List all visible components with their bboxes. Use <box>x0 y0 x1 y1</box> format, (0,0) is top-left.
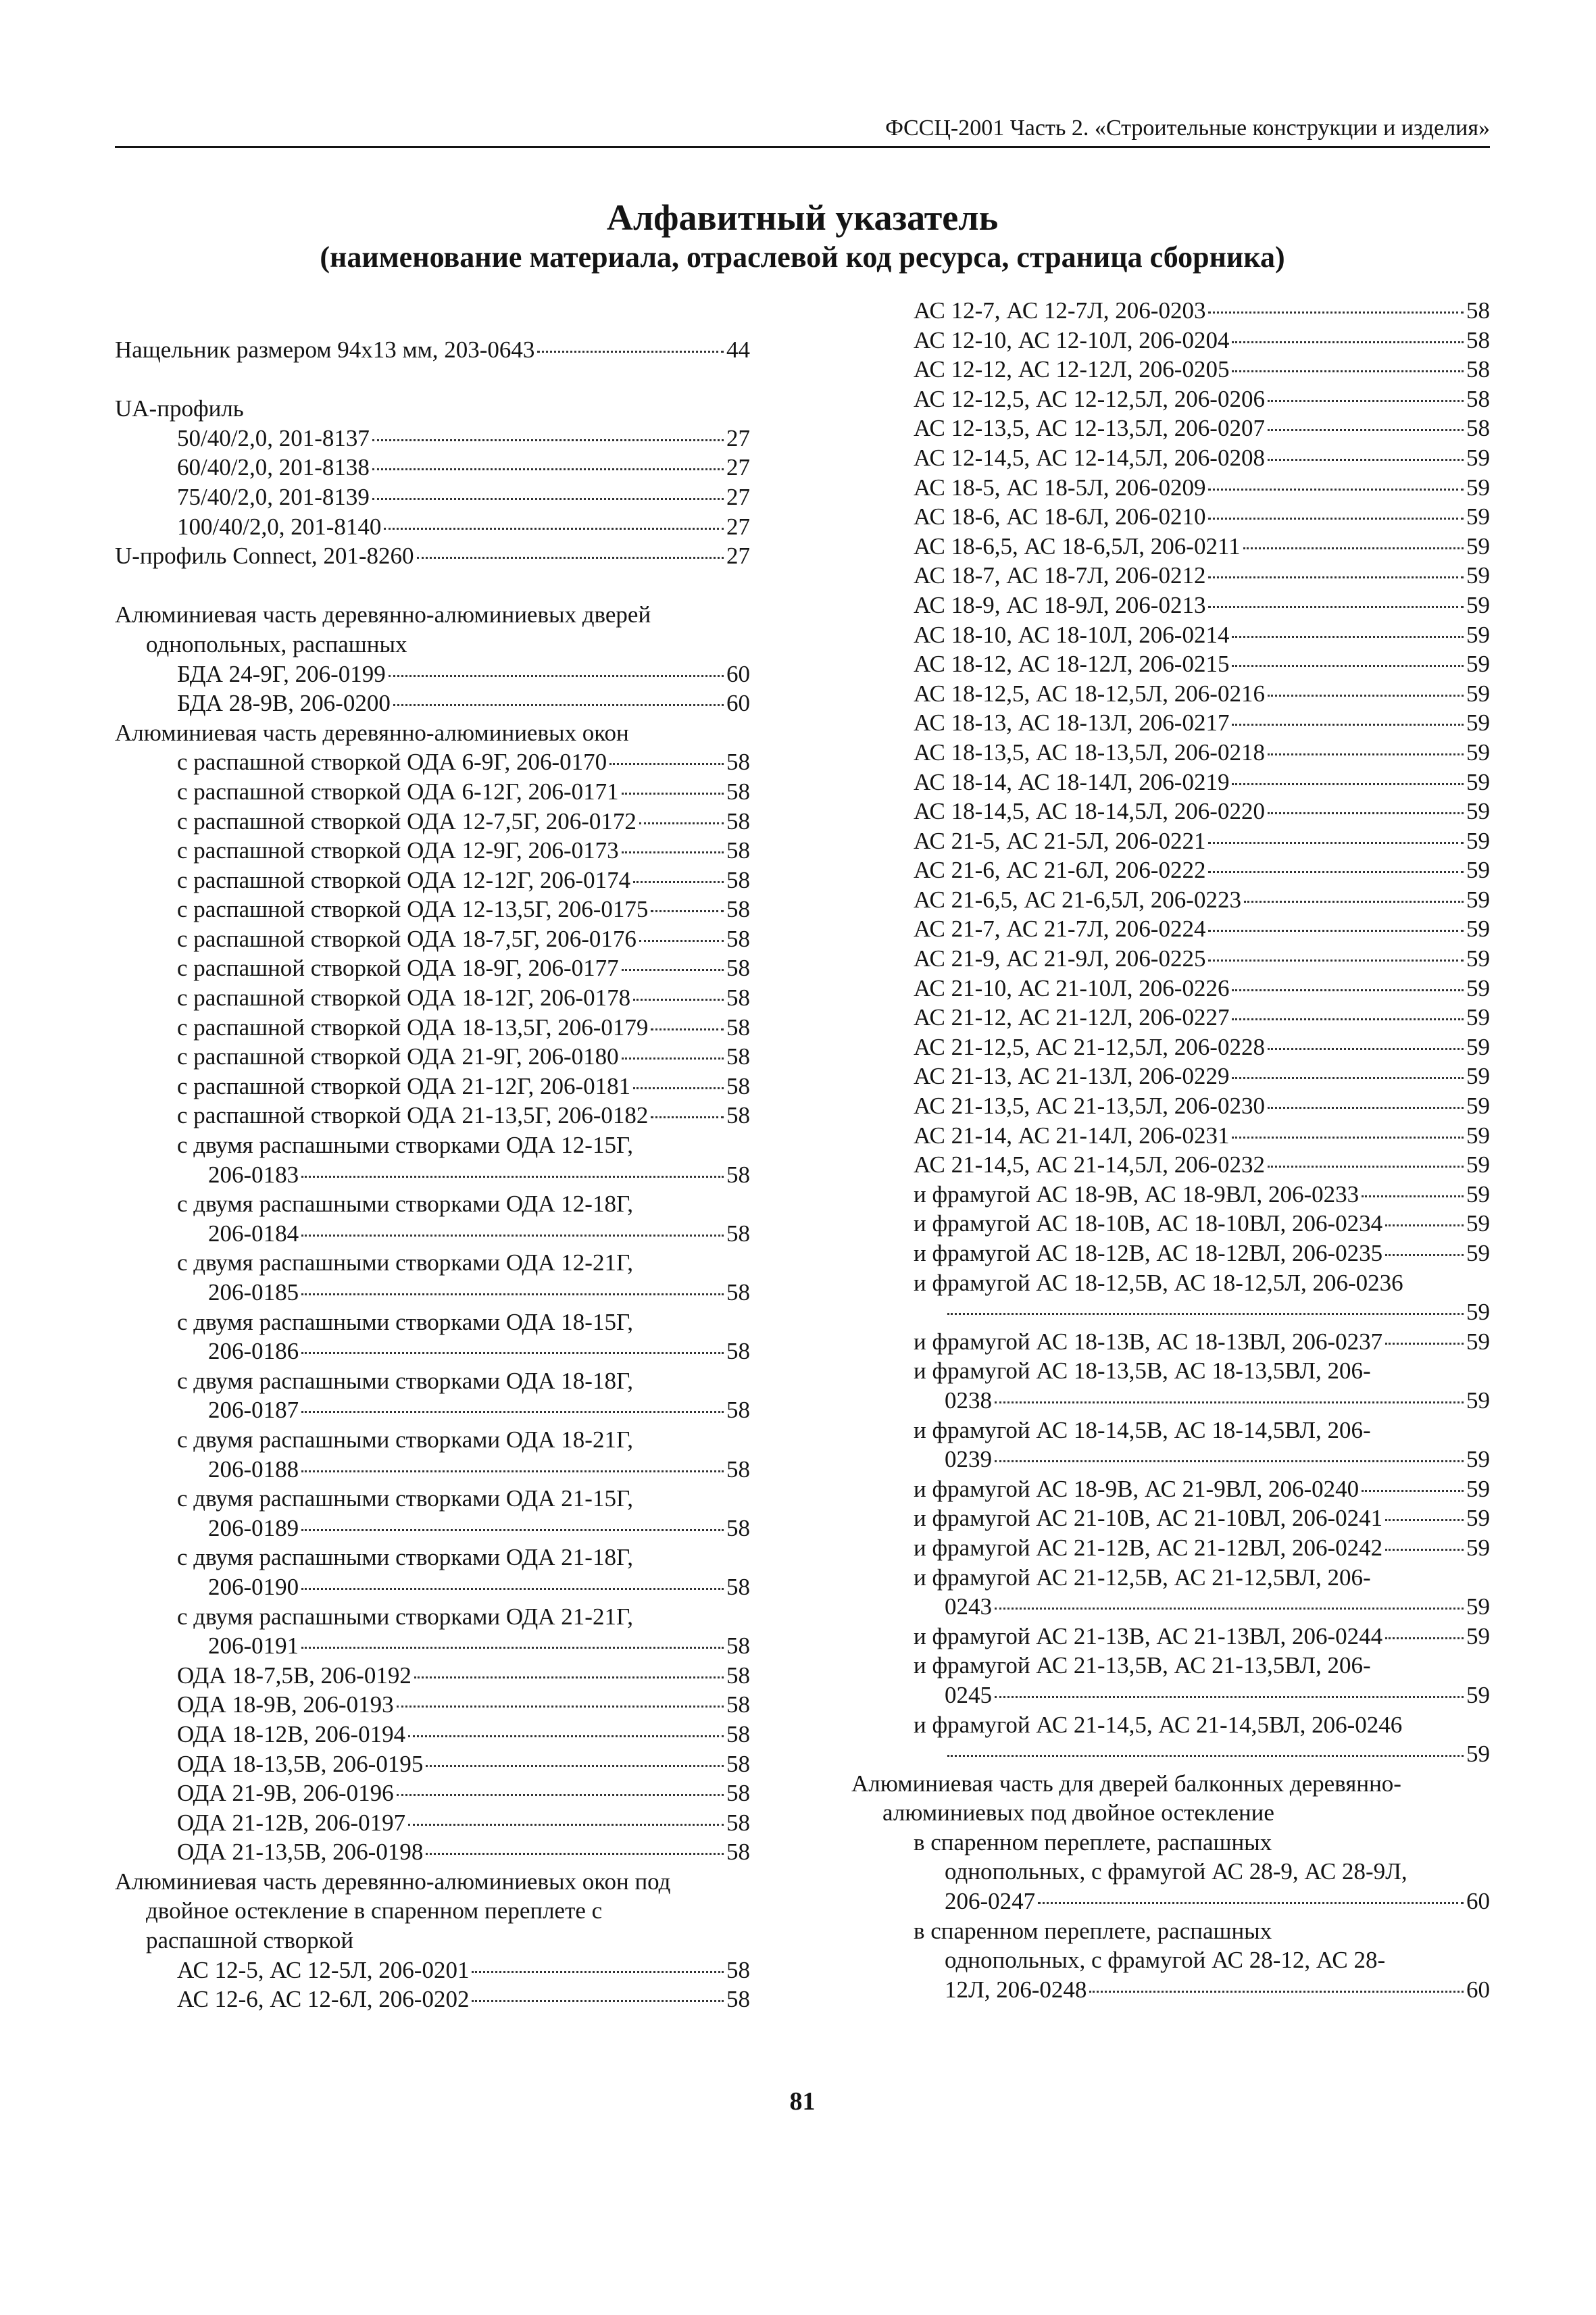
page-number: 81 <box>789 2087 816 2116</box>
index-entry-lead: с двумя распашными створками ОДА 12-15Г, <box>177 1132 633 1159</box>
index-entry: 206-0191 58 <box>208 1633 750 1660</box>
index-entry: АС 18-14,5, АС 18-14,5Л, 206-0220 59 <box>914 798 1490 825</box>
index-subheading-cont: однопольных, с фрамугой АС 28-12, АС 28- <box>945 1947 1386 1974</box>
index-entry: АС 12-13,5, АС 12-13,5Л, 206-0207 58 <box>914 415 1490 442</box>
index-entry: АС 21-14,5, АС 21-14,5Л, 206-0232 59 <box>914 1151 1490 1178</box>
index-heading: UA-профиль <box>115 395 244 422</box>
index-entry: 59 <box>851 1739 1490 1769</box>
index-heading-cont: алюминиевых под двойное остекление <box>882 1799 1274 1826</box>
index-entry: с распашной створкой ОДА 6-9Г, 206-0170 58 <box>177 749 750 776</box>
index-entry: АС 21-12, АС 21-12Л, 206-0227 59 <box>914 1004 1490 1031</box>
index-entry: ОДА 18-12В, 206-0194 58 <box>177 1720 750 1747</box>
index-entry: ОДА 18-7,5В, 206-0192 58 <box>177 1662 750 1689</box>
index-subheading: в спаренном переплете, распашных <box>914 1828 1272 1856</box>
index-heading-cont: однопольных, распашных <box>146 630 407 657</box>
index-entry: АС 18-13, АС 18-13Л, 206-0217 59 <box>914 710 1490 737</box>
index-entry: с распашной створкой ОДА 12-12Г, 206-0174 58 <box>177 866 750 893</box>
index-entry: ОДА 21-9В, 206-0196 58 <box>177 1780 750 1807</box>
index-entry: АС 12-10, АС 12-10Л, 206-0204 58 <box>914 326 1490 353</box>
index-entry: АС 21-13, АС 21-13Л, 206-0229 59 <box>914 1063 1490 1090</box>
index-entry: и фрамугой АС 21-10В, АС 21-10ВЛ, 206-0241 59 <box>914 1505 1490 1532</box>
index-entry: 206-0184 58 <box>208 1220 750 1247</box>
index-entry: АС 21-10, АС 21-10Л, 206-0226 59 <box>914 974 1490 1001</box>
index-entry-lead: с двумя распашными створками ОДА 21-21Г, <box>177 1603 633 1630</box>
index-entry: АС 12-7, АС 12-7Л, 206-0203 58 <box>914 297 1490 324</box>
index-entry: 59 <box>851 1297 1490 1327</box>
index-entry: АС 18-13,5, АС 18-13,5Л, 206-0218 59 <box>914 739 1490 766</box>
index-entry: ОДА 21-13,5В, 206-0198 58 <box>177 1839 750 1866</box>
index-entry: с распашной створкой ОДА 18-7,5Г, 206-0176 58 <box>177 925 750 952</box>
index-entry-lead: и фрамугой АС 18-14,5В, АС 18-14,5ВЛ, 206- <box>914 1416 1371 1443</box>
index-entry-lead: и фрамугой АС 21-13,5В, АС 21-13,5ВЛ, 206- <box>914 1652 1371 1679</box>
right-column <box>851 296 1490 2004</box>
index-subheading-cont: однопольных, с фрамугой АС 28-9, АС 28-9Л, <box>945 1858 1407 1885</box>
index-entry-lead: с двумя распашными створками ОДА 18-21Г, <box>177 1426 633 1453</box>
index-entry-lead: с двумя распашными створками ОДА 21-18Г, <box>177 1544 633 1571</box>
index-entry: 12Л, 206-0248 60 <box>945 1976 1490 2003</box>
index-heading: Алюминиевая часть деревянно-алюминиевых окон под <box>115 1868 671 1895</box>
index-entry: ОДА 18-13,5В, 206-0195 58 <box>177 1750 750 1777</box>
index-subtitle: (наименование материала, отраслевой код ресурса, страница сборника) <box>320 241 1285 274</box>
running-head: ФССЦ-2001 Часть 2. «Строительные конструкции и изделия» <box>115 115 1490 148</box>
index-entry: 0243 59 <box>945 1593 1490 1620</box>
index-entry: АС 18-12,5, АС 18-12,5Л, 206-0216 59 <box>914 680 1490 707</box>
index-entry: АС 12-12, АС 12-12Л, 206-0205 58 <box>914 356 1490 383</box>
index-entry: 206-0183 58 <box>208 1161 750 1188</box>
index-entry: и фрамугой АС 18-12В, АС 18-12ВЛ, 206-0235 59 <box>914 1240 1490 1266</box>
index-entry: 60/40/2,0, 201-8138 27 <box>177 454 750 481</box>
index-entry: 206-0187 58 <box>208 1397 750 1424</box>
left-column <box>115 296 750 2014</box>
index-entry: с распашной створкой ОДА 6-12Г, 206-0171 58 <box>177 778 750 805</box>
index-entry: 0245 59 <box>945 1681 1490 1708</box>
index-entry: АС 18-12, АС 18-12Л, 206-0215 59 <box>914 651 1490 678</box>
index-entry: ОДА 21-12В, 206-0197 58 <box>177 1809 750 1836</box>
index-heading: Алюминиевая часть деревянно-алюминиевых окон <box>115 719 629 746</box>
index-entry-lead: и фрамугой АС 21-12,5В, АС 21-12,5ВЛ, 206- <box>914 1564 1371 1591</box>
index-entry: с распашной створкой ОДА 12-7,5Г, 206-0172 58 <box>177 807 750 835</box>
index-entry: АС 21-5, АС 21-5Л, 206-0221 59 <box>914 827 1490 854</box>
index-entry-lead: и фрамугой АС 21-14,5, АС 21-14,5ВЛ, 206-0246 <box>914 1711 1403 1738</box>
index-entry: 75/40/2,0, 201-8139 27 <box>177 483 750 510</box>
index-entry: и фрамугой АС 18-13В, АС 18-13ВЛ, 206-0237 59 <box>914 1328 1490 1355</box>
index-entry: с распашной створкой ОДА 21-13,5Г, 206-0182 58 <box>177 1102 750 1129</box>
index-entry: с распашной створкой ОДА 18-12Г, 206-0178 58 <box>177 985 750 1012</box>
index-entry: ОДА 18-9В, 206-0193 58 <box>177 1691 750 1718</box>
index-entry: АС 18-9, АС 18-9Л, 206-0213 59 <box>914 591 1490 618</box>
index-entry: 206-0185 58 <box>208 1279 750 1305</box>
index-entry: АС 18-5, АС 18-5Л, 206-0209 59 <box>914 474 1490 501</box>
index-entry: 206-0188 58 <box>208 1455 750 1483</box>
index-heading: Алюминиевая часть деревянно-алюминиевых дверей <box>115 601 651 628</box>
index-entry: 100/40/2,0, 201-8140 27 <box>177 513 750 540</box>
index-entry: с распашной створкой ОДА 21-9Г, 206-0180 58 <box>177 1043 750 1070</box>
index-entry: 0239 59 <box>945 1446 1490 1473</box>
index-entry: АС 12-12,5, АС 12-12,5Л, 206-0206 58 <box>914 385 1490 412</box>
index-heading: Алюминиевая часть для дверей балконных деревянно- <box>851 1770 1401 1797</box>
index-entry: АС 18-10, АС 18-10Л, 206-0214 59 <box>914 621 1490 648</box>
index-entry: и фрамугой АС 18-10В, АС 18-10ВЛ, 206-0234 59 <box>914 1210 1490 1237</box>
index-entry: 0238 59 <box>945 1387 1490 1414</box>
index-entry: и фрамугой АС 21-13В, АС 21-13ВЛ, 206-0244 59 <box>914 1622 1490 1649</box>
index-subheading: в спаренном переплете, распашных <box>914 1917 1272 1944</box>
index-entry: АС 12-5, АС 12-5Л, 206-0201 58 <box>177 1956 750 1983</box>
index-entry: с распашной створкой ОДА 21-12Г, 206-0181 58 <box>177 1072 750 1099</box>
index-entry: АС 18-6, АС 18-6Л, 206-0210 59 <box>914 503 1490 530</box>
index-entry: с распашной створкой ОДА 12-13,5Г, 206-0175 58 <box>177 896 750 923</box>
index-entry-lead: с двумя распашными створками ОДА 18-15Г, <box>177 1308 633 1335</box>
index-entry: с распашной створкой ОДА 18-9Г, 206-0177 58 <box>177 955 750 982</box>
index-entry: и фрамугой АС 18-9В, АС 18-9ВЛ, 206-0233 59 <box>914 1180 1490 1208</box>
index-entry-lead: с двумя распашными створками ОДА 12-18Г, <box>177 1191 633 1218</box>
index-entry-lead: и фрамугой АС 18-13,5В, АС 18-13,5ВЛ, 206- <box>914 1358 1371 1385</box>
index-entry: БДА 28-9В, 206-0200 60 <box>177 690 750 717</box>
index-title: Алфавитный указатель <box>606 197 999 238</box>
index-entry-lead: с двумя распашными створками ОДА 18-18Г, <box>177 1367 633 1394</box>
index-entry: с распашной створкой ОДА 12-9Г, 206-0173 58 <box>177 837 750 864</box>
index-entry: U-профиль Connect, 201-8260 27 <box>115 543 750 570</box>
index-entry: 206-0247 60 <box>945 1888 1490 1915</box>
index-entry: БДА 24-9Г, 206-0199 60 <box>177 660 750 687</box>
index-entry: с распашной створкой ОДА 18-13,5Г, 206-0179 58 <box>177 1014 750 1041</box>
index-entry: АС 21-9, АС 21-9Л, 206-0225 59 <box>914 945 1490 972</box>
index-entry: и фрамугой АС 21-12В, АС 21-12ВЛ, 206-0242 59 <box>914 1534 1490 1561</box>
index-entry: 206-0186 58 <box>208 1338 750 1365</box>
index-entry: АС 21-14, АС 21-14Л, 206-0231 59 <box>914 1122 1490 1149</box>
index-entry: АС 12-14,5, АС 12-14,5Л, 206-0208 59 <box>914 444 1490 471</box>
index-entry: и фрамугой АС 18-9В, АС 21-9ВЛ, 206-0240 59 <box>914 1475 1490 1502</box>
index-entry-lead: с двумя распашными створками ОДА 12-21Г, <box>177 1249 633 1276</box>
index-entry: АС 18-14, АС 18-14Л, 206-0219 59 <box>914 768 1490 795</box>
index-heading-cont: распашной створкой <box>146 1927 354 1954</box>
index-entry: АС 12-6, АС 12-6Л, 206-0202 58 <box>177 1986 750 2013</box>
index-entry: 206-0190 58 <box>208 1573 750 1600</box>
index-entry: Нащельник размером 94x13 мм, 203-0643 44 <box>115 337 750 363</box>
index-entry-lead: с двумя распашными створками ОДА 21-15Г, <box>177 1485 633 1512</box>
index-entry: 50/40/2,0, 201-8137 27 <box>177 424 750 451</box>
index-heading-cont: двойное остекление в спаренном переплете с <box>146 1897 603 1924</box>
index-entry: АС 18-6,5, АС 18-6,5Л, 206-0211 59 <box>914 532 1490 559</box>
index-entry: АС 21-6, АС 21-6Л, 206-0222 59 <box>914 857 1490 884</box>
index-entry: АС 21-6,5, АС 21-6,5Л, 206-0223 59 <box>914 886 1490 913</box>
index-entry: АС 21-12,5, АС 21-12,5Л, 206-0228 59 <box>914 1033 1490 1060</box>
index-entry: АС 18-7, АС 18-7Л, 206-0212 59 <box>914 562 1490 589</box>
index-entry: АС 21-13,5, АС 21-13,5Л, 206-0230 59 <box>914 1093 1490 1120</box>
index-entry: АС 21-7, АС 21-7Л, 206-0224 59 <box>914 916 1490 943</box>
index-entry: 206-0189 58 <box>208 1514 750 1541</box>
index-entry-lead: и фрамугой АС 18-12,5В, АС 18-12,5Л, 206-0236 <box>914 1269 1403 1296</box>
